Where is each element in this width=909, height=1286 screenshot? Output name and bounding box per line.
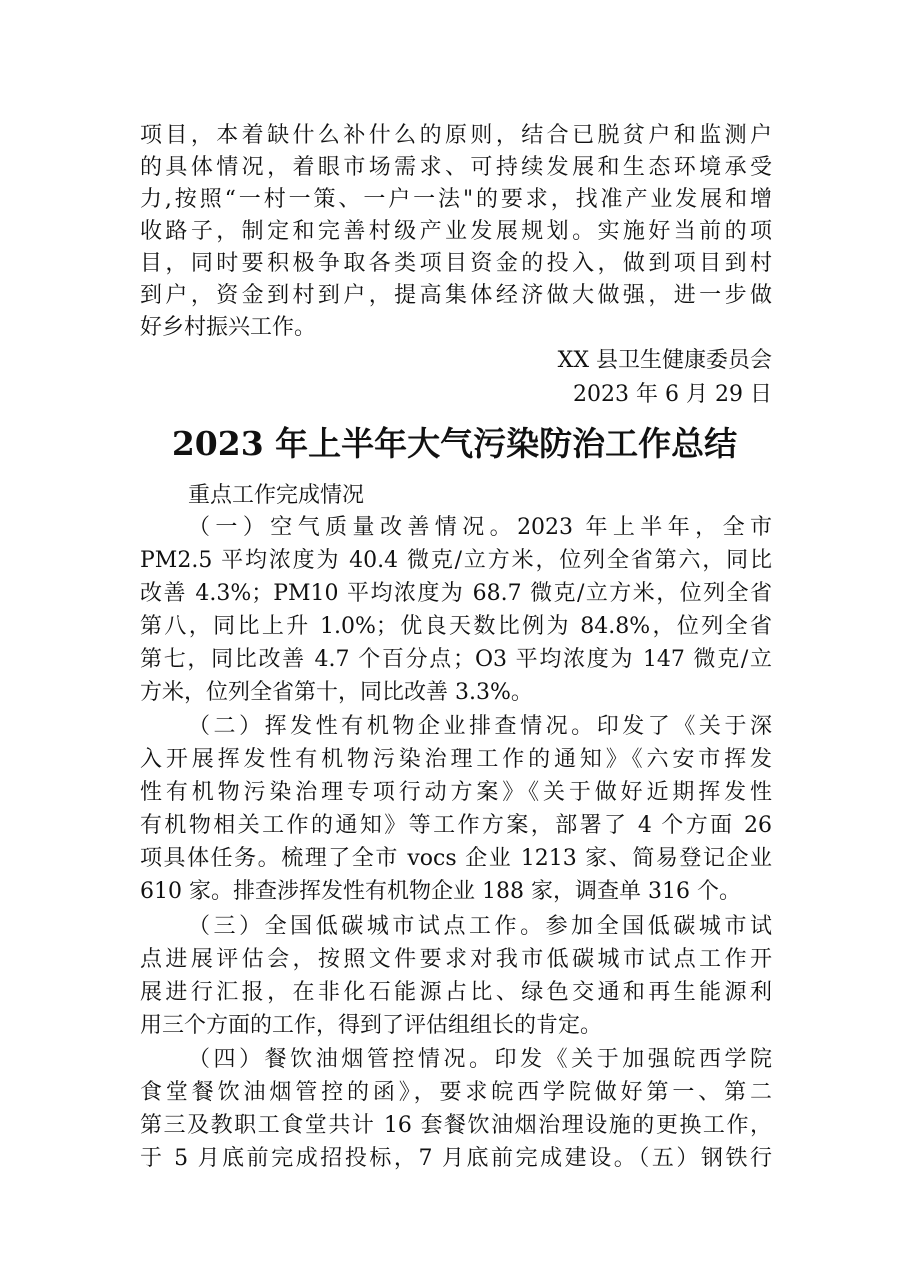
paragraph-line: 用三个方面的工作，得到了评估组组长的肯定。 (140, 1013, 603, 1038)
paragraph-line: 方米，位列全省第十，同比改善 3.3%。 (140, 680, 533, 705)
paragraph-line: 展进行汇报，在非化石能源占比、绿色交通和再生能源利 (140, 980, 772, 1005)
paragraph-line: 入开展挥发性有机物污染治理工作的通知》《六安市挥发 (140, 747, 772, 772)
paragraph-line: PM2.5 平均浓度为 40.4 微克/立方米，位列全省第六，同比 (140, 548, 772, 573)
signature: XX 县卫生健康委员会 (557, 348, 772, 373)
paragraph-line: 第八，同比上升 1.0%；优良天数比例为 84.8%，位列全省 (140, 614, 772, 639)
paragraph-line: 于 5 月底前完成招投标，7 月底前完成建设。（五）钢铁行 (140, 1146, 772, 1171)
paragraph-line: 食堂餐饮油烟管控的函》，要求皖西学院做好第一、第二 (140, 1080, 772, 1105)
paragraph-line: 项具体任务。梳理了全市 vocs 企业 1213 家、简易登记企业 (140, 846, 772, 871)
prev-paragraph-line: 项目，本着缺什么补什么的原则，结合已脱贫户和监测户 (140, 123, 772, 148)
paragraph-line: 610 家。排查涉挥发性有机物企业 188 家，调查单 316 个。 (140, 879, 741, 904)
prev-paragraph-line: 的具体情况，着眼市场需求、可持续发展和生态环境承受 (140, 155, 772, 180)
prev-paragraph-line: 到户，资金到村到户，提高集体经济做大做强，进一步做 (140, 283, 772, 308)
prev-paragraph-line: 好乡村振兴工作。 (140, 315, 317, 340)
paragraph-line: 性有机物污染治理专项行动方案》《关于做好近期挥发性 (140, 780, 772, 805)
document-title: 2023 年上半年大气污染防治工作总结 (171, 424, 738, 463)
paragraph-line: 点进展评估会，按照文件要求对我市低碳城市试点工作开 (140, 947, 772, 972)
prev-paragraph-line: 力,按照“一村一策、一户一法"的要求，找准产业发展和增 (140, 187, 772, 212)
section-heading: 重点工作完成情况 (188, 483, 365, 508)
prev-paragraph-line: 目，同时要积极争取各类项目资金的投入，做到项目到村 (140, 251, 772, 276)
paragraph-line: （四）餐饮油烟管控情况。印发《关于加强皖西学院 (188, 1047, 772, 1072)
paragraph-line: （三）全国低碳城市试点工作。参加全国低碳城市试 (188, 914, 772, 939)
prev-paragraph-line: 收路子，制定和完善村级产业发展规划。实施好当前的项 (140, 219, 772, 244)
paragraph-line: （二）挥发性有机物企业排查情况。印发了《关于深 (188, 714, 772, 739)
paragraph-line: 第三及教职工食堂共计 16 套餐饮油烟治理设施的更换工作， (140, 1113, 772, 1138)
date: 2023 年 6 月 29 日 (573, 382, 772, 407)
paragraph-line: 改善 4.3%；PM10 平均浓度为 68.7 微克/立方米，位列全省 (140, 581, 772, 606)
paragraph-line: 有机物相关工作的通知》等工作方案，部署了 4 个方面 26 (140, 813, 772, 838)
paragraph-line: 第七，同比改善 4.7 个百分点；O3 平均浓度为 147 微克/立 (140, 647, 772, 672)
paragraph-line: （一）空气质量改善情况。2023 年上半年，全市 (188, 515, 772, 540)
